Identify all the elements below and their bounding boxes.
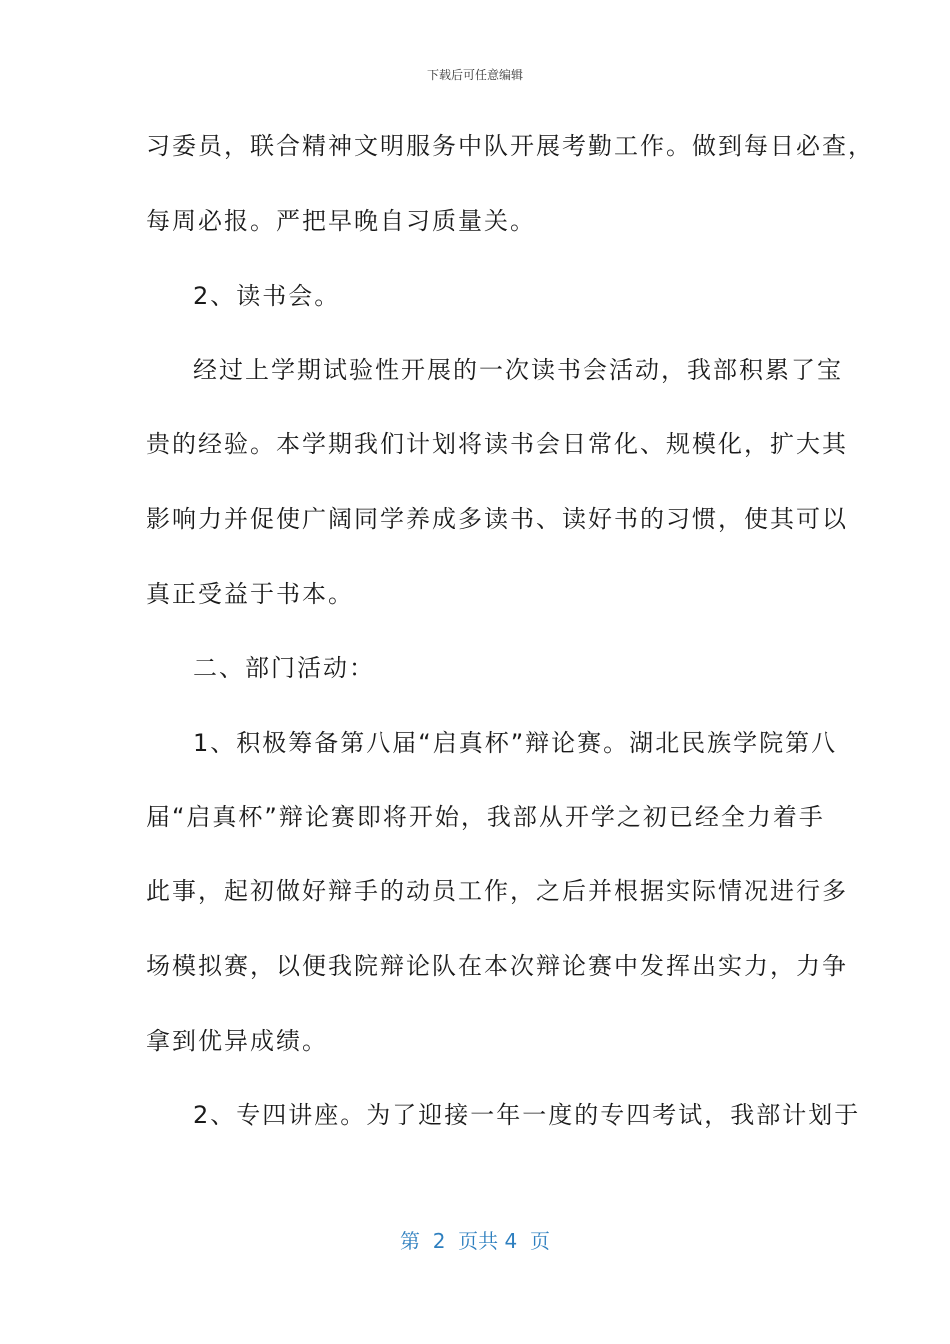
body-line: 习委员，联合精神文明服务中队开展考勤工作。做到每日必查， — [146, 132, 874, 160]
page-header-note: 下载后可任意编辑 — [426, 68, 523, 82]
body-line: 场模拟赛，以便我院辩论队在本次辩论赛中发挥出实力，力争 — [146, 952, 848, 980]
body-line: 拿到优异成绩。 — [146, 1027, 328, 1055]
body-line: 届“启真杯”辩论赛即将开始，我部从开学之初已经全力着手 — [146, 803, 825, 831]
section-heading: 二、部门活动： — [193, 654, 375, 682]
body-line: 2、专四讲座。为了迎接一年一度的专四考试，我部计划于 — [193, 1101, 861, 1129]
body-line: 此事，起初做好辩手的动员工作，之后并根据实际情况进行多 — [146, 877, 848, 905]
body-line: 每周必报。严把早晚自习质量关。 — [146, 207, 536, 235]
page-footer: 第 2 页共 4 页 — [400, 1229, 550, 1253]
body-line: 真正受益于书本。 — [146, 580, 354, 608]
body-line: 经过上学期试验性开展的一次读书会活动，我部积累了宝 — [193, 356, 843, 384]
body-line: 贵的经验。本学期我们计划将读书会日常化、规模化，扩大其 — [146, 430, 848, 458]
body-line: 影响力并促使广阔同学养成多读书、读好书的习惯，使其可以 — [146, 505, 848, 533]
body-line: 1、积极筹备第八届“启真杯”辩论赛。湖北民族学院第八 — [193, 729, 838, 757]
section-heading: 2、读书会。 — [193, 282, 341, 310]
